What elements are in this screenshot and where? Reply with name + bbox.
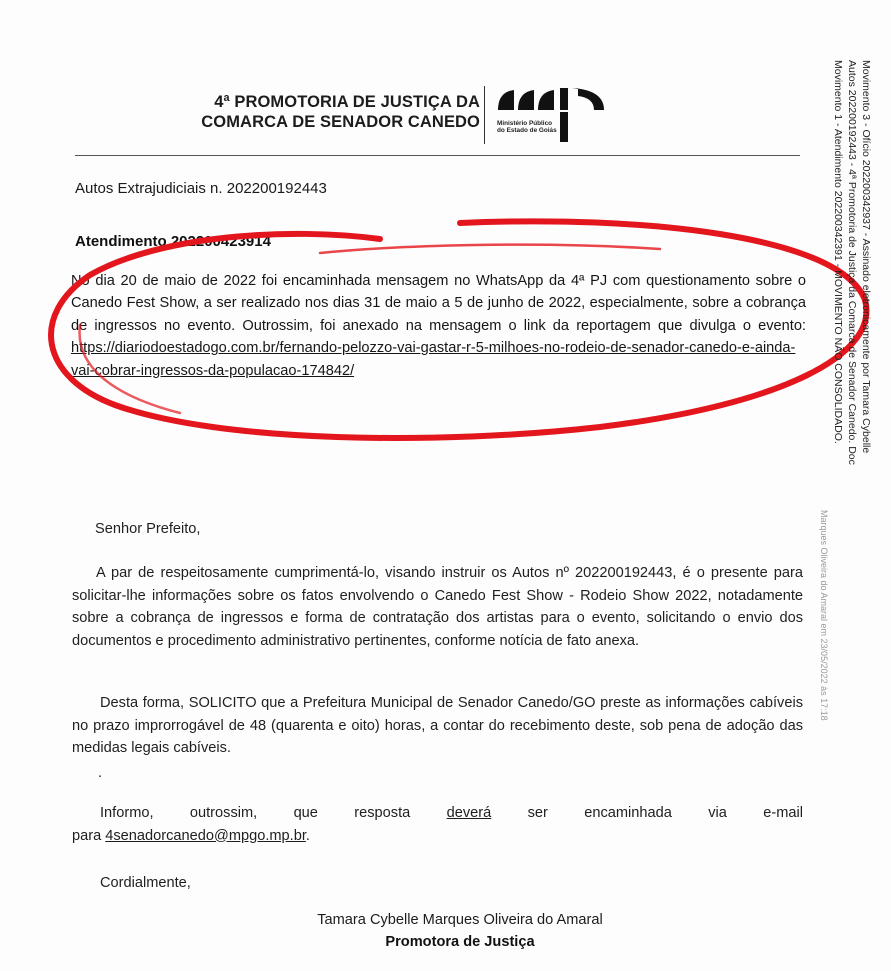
para3-word: outrossim, xyxy=(189,805,258,821)
paragraph-3-line1 xyxy=(72,802,803,825)
salutation: Senhor Prefeito, xyxy=(95,521,201,537)
letter-paragraph-3 xyxy=(72,802,803,847)
logo-caption xyxy=(497,120,577,134)
para3-prefix: para xyxy=(72,827,106,844)
logo-caption-line2: do Estado de Goiás xyxy=(497,127,557,134)
para3-word: resposta xyxy=(354,805,411,821)
margin-stamp-line1: Movimento 3 - Ofício 202200342937 - Assinado eletronicamente por Tamara Cybelle xyxy=(860,60,872,454)
atendimento-number: Atendimento 202200423914 xyxy=(75,233,271,250)
letter-paragraph-1: A par de respeitosamente cumprimentá-lo, visando instruir os Autos nº 202200192443, é o presente para solicitar-lhe informações sobre os fatos envolvendo o Canedo Fest Show - Rodeio Show 2022, notadamente sobre a cobrança de ingressos e forma de contratação dos artistas para o evento, solicitando o envio dos documentos e procedimento administrativo pertinentes, conforme notícia de fato anexa. xyxy=(72,565,803,649)
para3-word: encaminhada xyxy=(584,805,672,821)
margin-stamp-line2: Autos 202200192443 - 4ª Promotoria de Justiça da Comarca de Senador Canedo. Doc xyxy=(846,60,858,465)
signatory-name: Tamara Cybelle Marques Oliveira do Amaral xyxy=(317,912,603,928)
news-link[interactable]: https://diariodoestadogo.com.br/fernando-pelozzo-vai-gastar-r-5-milhoes-no-rodeio-de-senador-canedo-e-ainda-vai-cobrar-ingressos-da-populacao-174842/ xyxy=(71,340,796,379)
letter-paragraph-2: Desta forma, SOLICITO que a Prefeitura Municipal de Senador Canedo/GO preste as informações cabíveis no prazo improrrogável de 48 (quarenta e oito) horas, a contar do recebimento deste, sob pena de adoção das medidas legais cabíveis. xyxy=(72,695,803,757)
para3-word: via xyxy=(708,805,727,821)
para3-word: e-mail xyxy=(763,805,803,821)
margin-stamp xyxy=(810,30,891,970)
para3-word-underlined: deverá xyxy=(446,805,492,821)
autos-number: Autos Extrajudiciais n. 202200192443 xyxy=(75,180,327,197)
paragraph-3-line2 xyxy=(72,825,803,848)
para3-word: ser xyxy=(527,805,548,821)
promotoria-title-line2: COMARCA DE SENADOR CANEDO xyxy=(201,113,480,131)
intro-paragraph xyxy=(71,270,806,382)
stray-dot: . xyxy=(98,765,103,781)
logo-caption-line1: Ministério Público xyxy=(497,120,553,127)
header-divider xyxy=(484,86,485,144)
closing: Cordialmente, xyxy=(100,875,191,891)
para3-word: que xyxy=(293,805,318,821)
signatory-role: Promotora de Justiça xyxy=(385,934,535,950)
margin-stamp-line4: Marques Oliveira do Amaral em 23/05/2022 às 17:18 xyxy=(819,510,829,721)
promotoria-title xyxy=(200,92,480,132)
promotoria-title-line1: 4ª PROMOTORIA DE JUSTIÇA DA xyxy=(214,93,480,111)
email-link[interactable]: 4senadorcanedo@mpgo.mp.br xyxy=(105,827,306,844)
mp-logo-icon xyxy=(494,84,606,146)
intro-text: No dia 20 de maio de 2022 foi encaminhada mensagem no WhatsApp da 4ª PJ com questionamento sobre o Canedo Fest Show, a ser realizado nos dias 31 de maio a 5 de junho de 2022, especialmente, sobre a cobrança de ingressos no evento. Outrossim, foi anexado na mensagem o link da reportagem que divulga o evento: xyxy=(71,273,806,334)
header-rule xyxy=(75,155,800,156)
para3-suffix: . xyxy=(305,827,310,844)
margin-stamp-line3: Movimento 1 - Atendimento 202200342391 - MOVIMENTO NÃO CONSOLIDADO. xyxy=(832,60,844,444)
para3-word: Informo, xyxy=(100,805,154,821)
